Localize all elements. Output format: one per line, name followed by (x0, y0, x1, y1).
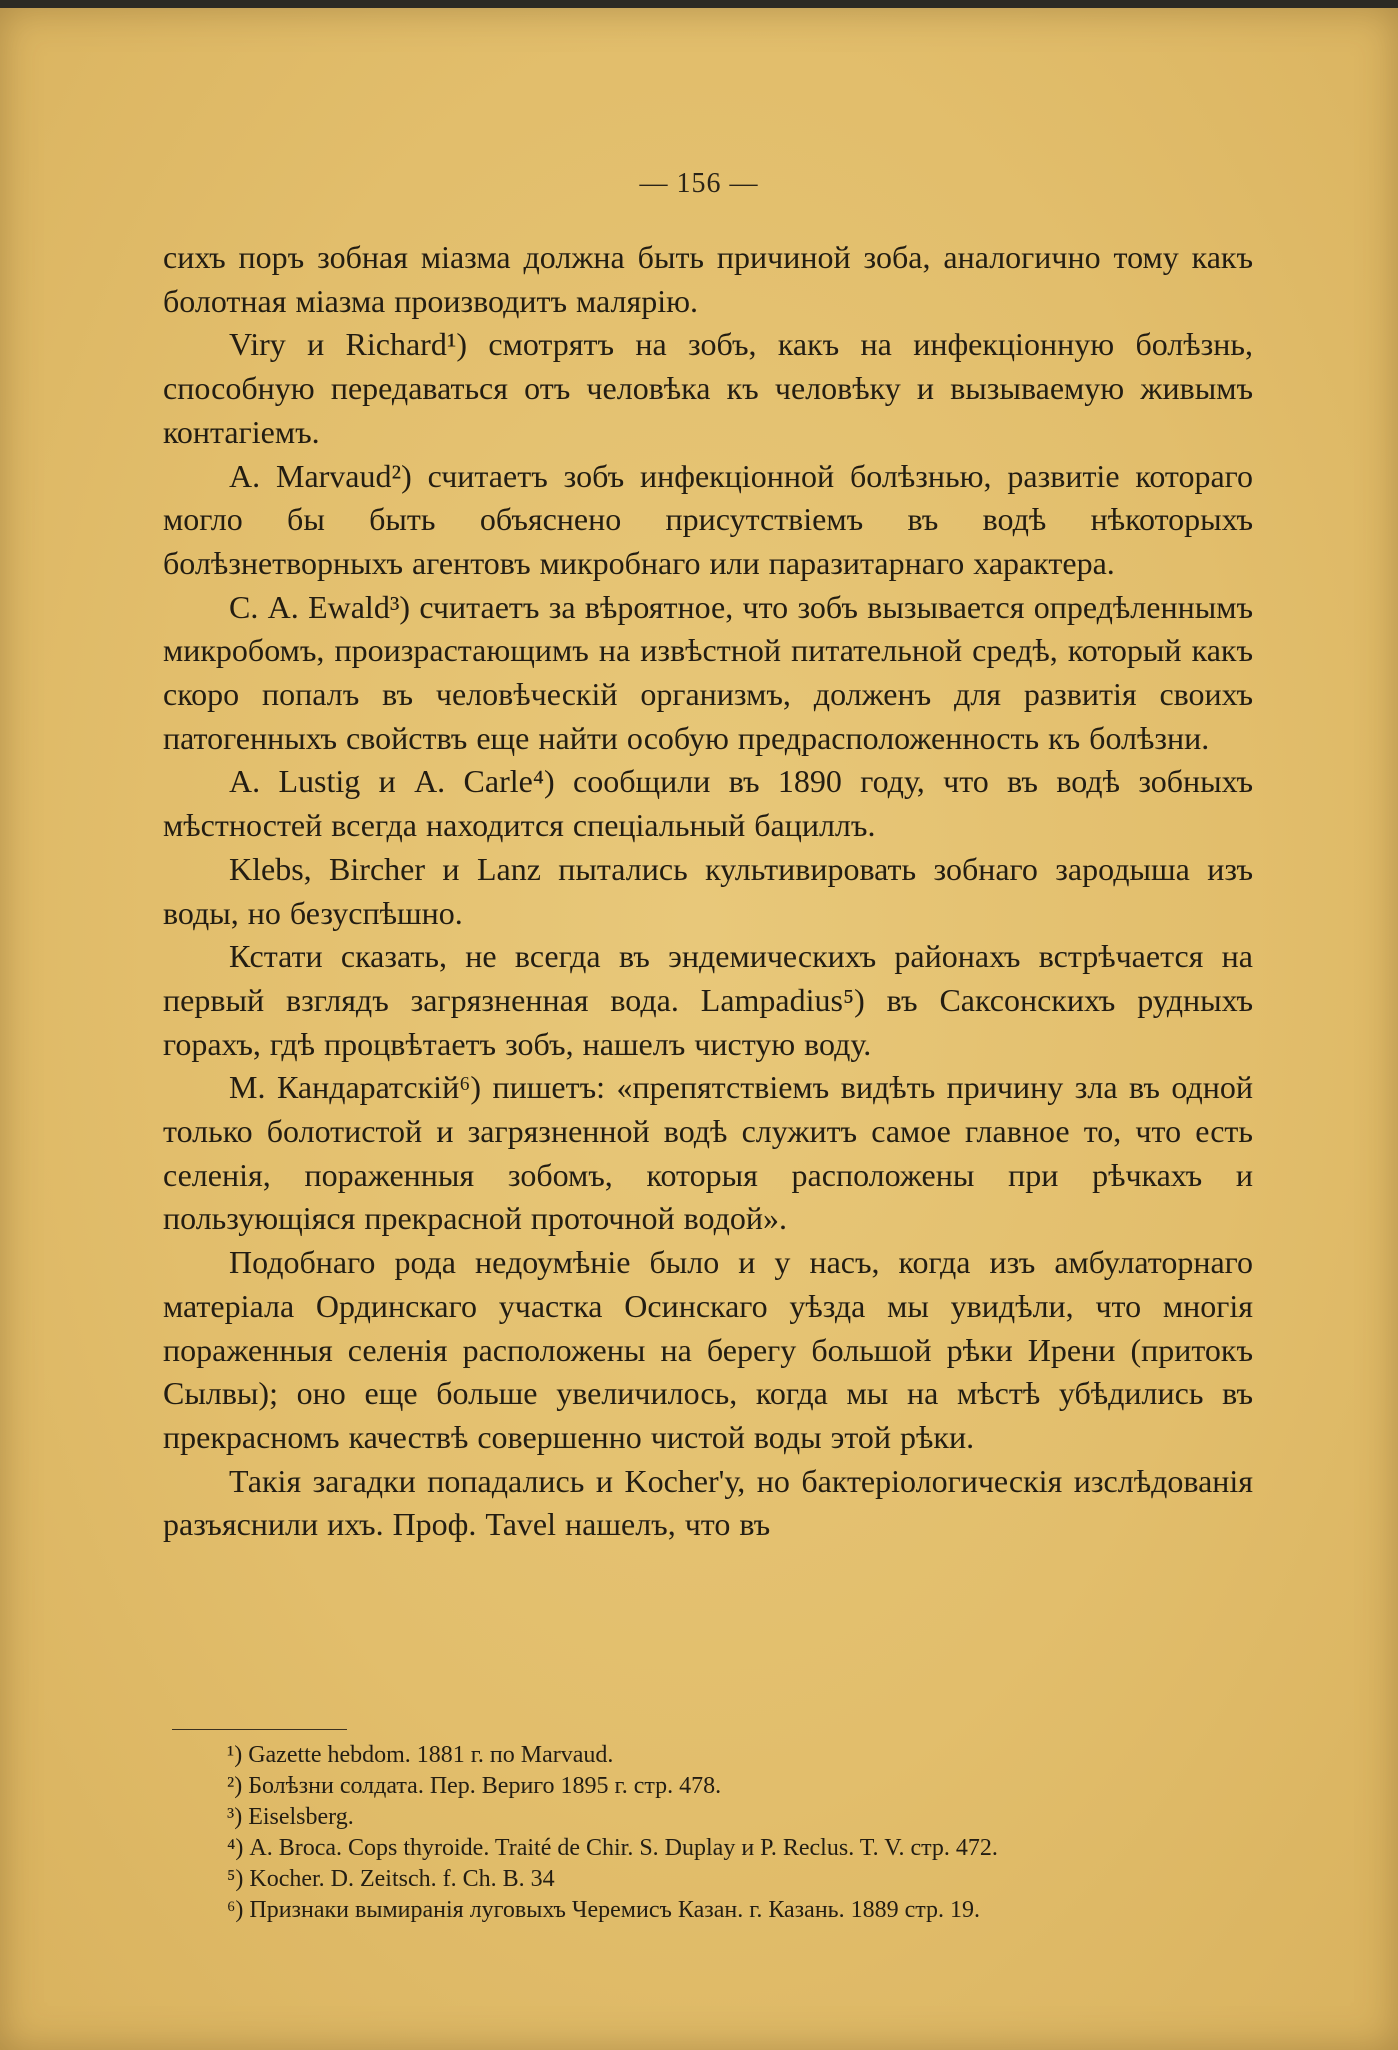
paragraph: А. Marvaud²) считаетъ зобъ инфекціонной болѣзнью, развитіе котораго могло бы быть объяснено присутствіемъ въ водѣ нѣкоторыхъ болѣзнетворныхъ агентовъ микробнаго или паразитарнаго характера. (163, 457, 1253, 581)
paragraph: Klebs, Bircher и Lanz пытались культивировать зобнаго зародыша изъ воды, но безуспѣшно. (163, 850, 1253, 931)
paragraph: Подобнаго рода недоумѣніе было и у насъ, когда изъ амбулаторнаго матеріала Ординскаго участка Осинскаго уѣзда мы увидѣли, что многія пораженныя селенія расположены на берегу большой рѣки Ирени (притокъ Сылвы); оно еще больше увеличилось, когда мы на мѣстѣ убѣдились въ прекрасномъ качествѣ совершенно чистой воды этой рѣки. (163, 1244, 1253, 1455)
footnote: ³) Eiselsberg. (227, 1804, 354, 1830)
body-text (163, 236, 1253, 1547)
footnote: ¹) Gazette hebdom. 1881 г. по Marvaud. (227, 1742, 614, 1768)
footnote: ⁶) Признаки вымиранія луговыхъ Черемисъ Казан. г. Казань. 1889 стр. 19. (227, 1897, 981, 1923)
paragraph: Такія загадки попадались и Kocher'у, но бактеріологическія изслѣдованія разъяснили ихъ. Проф. Tavel нашелъ, что въ (163, 1462, 1253, 1543)
footnote: ⁵) Kocher. D. Zeitsch. f. Ch. B. 34 (227, 1866, 555, 1892)
paragraph: Кстати сказать, не всегда въ эндемическихъ районахъ встрѣчается на первый взглядъ загрязненная вода. Lampadius⁵) въ Саксонскихъ рудныхъ горахъ, гдѣ процвѣтаетъ зобъ, нашелъ чистую воду. (163, 938, 1253, 1062)
page-number: — 156 — (639, 168, 759, 199)
paragraph: А. Lustig и А. Carle⁴) сообщили въ 1890 году, что въ водѣ зобныхъ мѣстностей всегда находится спеціальный бациллъ. (163, 763, 1253, 844)
footnote: ⁴) А. Broca. Cops thyroide. Traité de Chir. S. Duplay и P. Reclus. T. V. стр. 472. (227, 1835, 998, 1861)
paragraph: сихъ поръ зобная міазма должна быть причиной зоба, аналогично тому какъ болотная міазма производитъ малярію. (163, 239, 1253, 319)
paragraph: М. Кандаратскій⁶) пишетъ: «препятствіемъ видѣть причину зла въ одной только болотистой и загрязненной водѣ служитъ самое главное то, что есть селенія, пораженныя зобомъ, которыя расположены при рѣчкахъ и пользующіяся прекрасной проточной водой». (163, 1069, 1253, 1237)
paragraph: С. А. Ewald³) считаетъ за вѣроятное, что зобъ вызывается опредѣленнымъ микробомъ, произрастающимъ на извѣстной питательной средѣ, который какъ скоро попалъ въ человѣческій организмъ, долженъ для развитія своихъ патогенныхъ свойствъ еще найти особую предрасположенность къ болѣзни. (163, 588, 1253, 756)
book-page (0, 8, 1398, 2050)
footnotes (172, 1740, 1262, 1926)
footnote: ²) Болѣзни солдата. Пер. Вериго 1895 г. стр. 478. (227, 1773, 722, 1799)
paragraph: Viry и Richard¹) смотрятъ на зобъ, какъ на инфекціонную болѣзнь, способную передаваться отъ человѣка къ человѣку и вызываемую живымъ контагіемъ. (163, 326, 1253, 450)
footnote-divider (172, 1729, 347, 1730)
